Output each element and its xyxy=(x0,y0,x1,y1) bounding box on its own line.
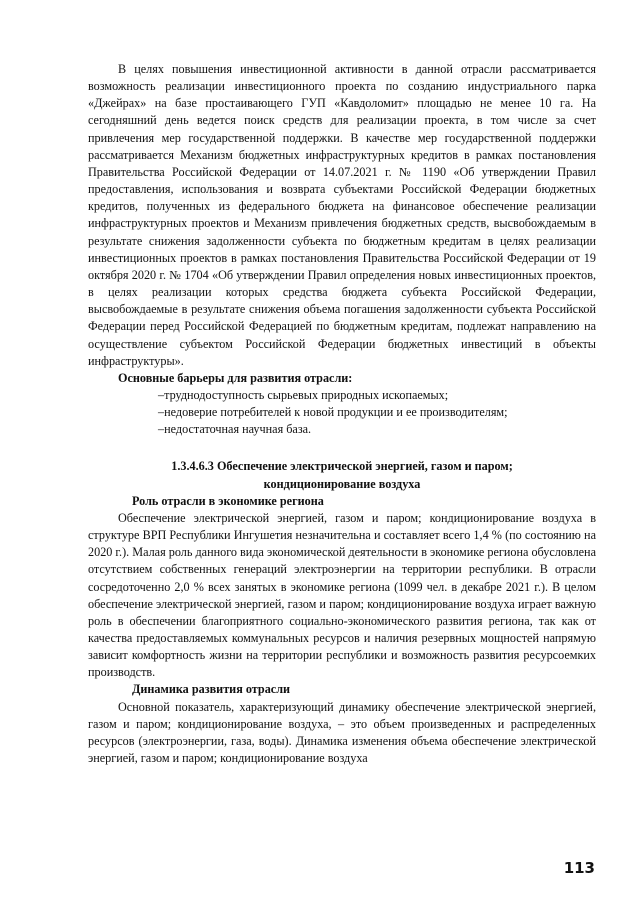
intro-paragraph: В целях повышения инвестиционной активности в данной отрасли рассматривается возможность реализации инвестиционного проекта по созданию индустриального парка «Джейрах» на базе простаивающего ГУП «Кавдоломит» площадью не менее 10 га. На сегодняшний день ведется поиск средств для реализации проекта, в том числе за счет привлечения мер государственной поддержки. В качестве мер государственной поддержки рассматривается Механизм бюджетных инфраструктурных кредитов в рамках постановления Правительства Российской Федерации от 14.07.2021 г. № 1190 «Об утверждении Правил предоставления, использования и возврата субъектами Российской Федерации бюджетных кредитов, полученных из федерального бюджета на финансовое обеспечение реализации инфраструктурных проектов и Механизм привлечения бюджетных средств, высвобождаемым в результате снижения задолженности субъекта по бюджетным кредитам в целях реализации инвестиционных проектов в рамках постановления Правительства Российской Федерации от 19 октября 2020 г. № 1704 «Об утверждении Правил определения новых инвестиционных проектов, в целях реализации которых средства бюджета субъекта Российской Федерации, высвобождаемые в результате снижения объема погашения задолженности субъекта Российской Федерации перед Российской Федерацией по бюджетным кредитам, подлежат направлению на осуществление субъектом Российской Федерации бюджетных инвестиций в объекты инфраструктуры». xyxy=(88,62,596,368)
page-content xyxy=(88,61,596,767)
section-title xyxy=(88,458,596,492)
role-heading: Роль отрасли в экономике региона xyxy=(132,493,324,508)
dynamics-heading: Динамика развития отрасли xyxy=(132,682,291,697)
section-title-line-2: кондиционирование воздуха xyxy=(263,476,421,491)
list-item: –недоверие потребителей к новой продукции и ее производителям; xyxy=(158,405,508,420)
page-number: 113 xyxy=(563,859,595,877)
list-item: –труднодоступность сырьевых природных ископаемых; xyxy=(158,387,449,402)
list-item: –недостаточная научная база. xyxy=(158,422,312,437)
barriers-heading: Основные барьеры для развития отрасли: xyxy=(118,370,353,385)
barriers-list xyxy=(88,387,596,438)
dynamics-paragraph: Основной показатель, характеризующий динамику обеспечение электрической энергией, газом и паром; кондиционирование воздуха, – это объем произведенных и распределенных ресурсов (электроэнергии, газа, воды). Динамика изменения объема обеспечение электрической энергией, газом и паром; кондиционирование воздуха xyxy=(88,699,596,766)
section-title-line-1: 1.3.4.6.3 Обеспечение электрической энергией, газом и паром; xyxy=(171,459,513,474)
role-paragraph: Обеспечение электрической энергией, газом и паром; кондиционирование воздуха в структуре ВРП Республики Ингушетия незначительна и составляет всего 1,4 % (по состоянию на 2020 г.). Малая роль данного вида экономической деятельности в экономике региона обусловлена отсутствием собственных генераций электроэнергии на территории республики. В отрасли сосредоточенно 2,0 % всех занятых в экономике региона (1099 чел. в декабре 2021 г.). В целом обеспечение электрической энергией, газом и паром; кондиционирование воздуха играет важную роль в обеспечении благоприятного социально-экономического развития региона, так как от качества предоставляемых коммунальных ресурсов и наличия резервных мощностей напрямую зависит комфортность жизни на территории республики и возможность развития ресурсоемких производств. xyxy=(88,510,596,680)
